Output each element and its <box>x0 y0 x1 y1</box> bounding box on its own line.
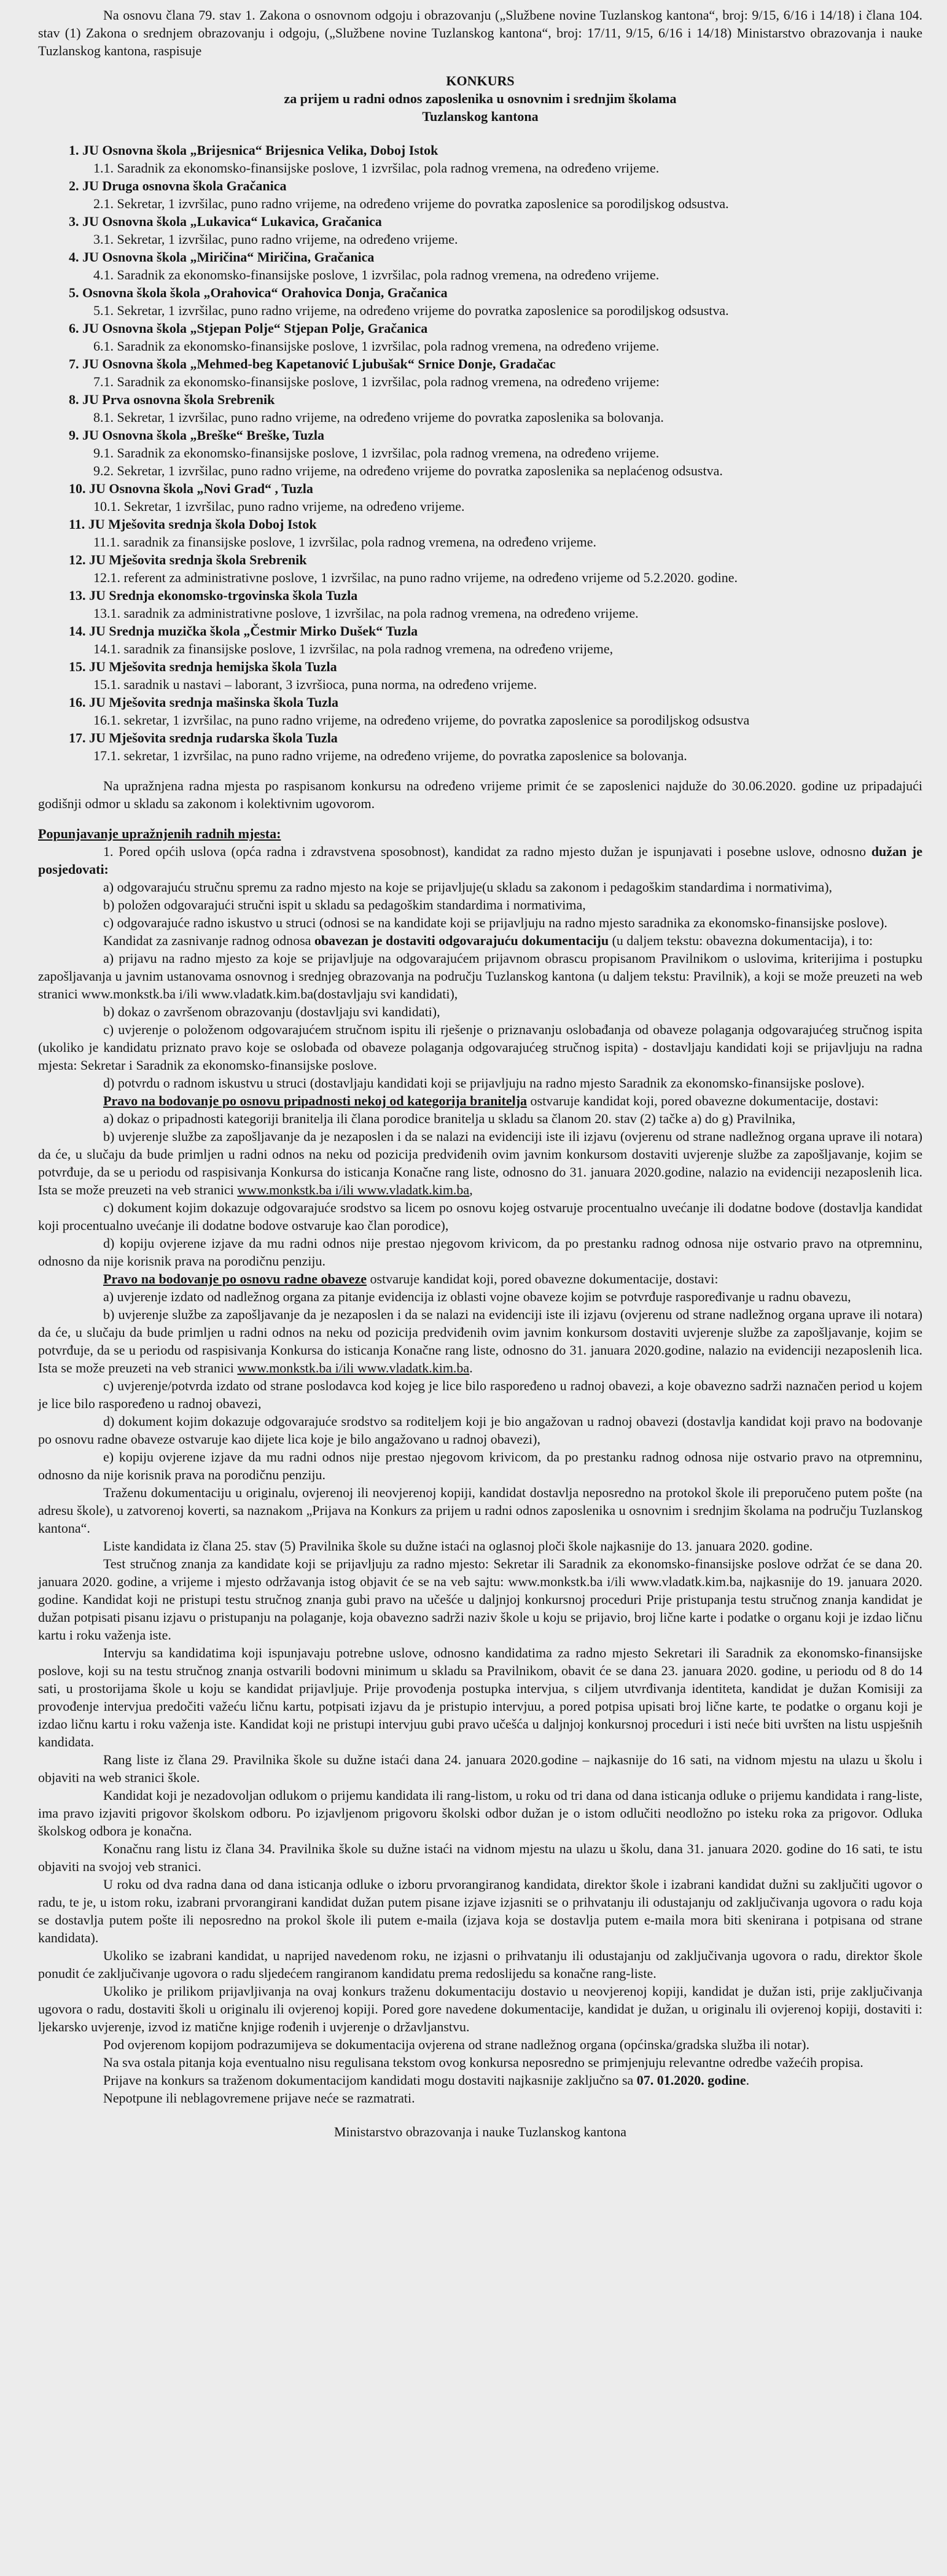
condition-b: b) položen odgovarajući stručni ispit u skladu sa pedagoškim standardima i normativima, <box>103 897 586 912</box>
school-heading: 14. JU Srednja muzička škola „Čestmir Mirko Dušek“ Tuzla <box>69 623 418 639</box>
documentation-a: a) prijavu na radno mjesto za koje se prijavljuje na odgovarajućem prijavnom obrascu propisanom Pravilnikom o uslovima, kriterijima i postupku zapošljavanja u javnim ustanovama osnovnog i srednjeg obrazovanja na području Tuzlanskog kantona (u daljem tekstu: Pravilnik), a koji se može preuzeti na web stranici www.monkstk.ba i/ili www.vladatk.kim.ba(dostavljaju svi kandidati), <box>38 951 922 1002</box>
school-position: 14.1. saradnik za finansijske poslove, 1 izvršilac, na pola radnog vremena, na određeno vrijeme, <box>93 641 614 656</box>
school-heading: 16. JU Mješovita srednja mašinska škola Tuzla <box>69 695 339 710</box>
work-duty-b-text: b) uvjerenje službe za zapošljavanje da je nezaposlen i da se nalazi na evidenciji iste ili izjavu (ovjerenu od strane nadležnog organa uprave ili notara) da će, u slučaju da bude primljen u radni odnos na neku od pozicija predviđenih ovim javnim konkursom dostaviti uvjerenje službe za zapošljavanje, kojim se potvrđuje, da se u periodu od raspisivanja Konkursa do isticanja Konačne rang liste, odnosno do 31. januara 2020.godine, nalazio na evidenciji nezaposlenih lica. Ista se može preuzeti na veb stranici <box>38 1307 922 1376</box>
school-position: 13.1. saradnik za administrativne poslove, 1 izvršilac, na pola radnog vremena, na određeno vrijeme. <box>93 605 639 621</box>
veterans-b-link[interactable]: www.monkstk.ba i/ili www.vladatk.kim.ba <box>237 1182 470 1197</box>
conditions-intro <box>38 842 922 878</box>
veterans-a: a) dokaz o pripadnosti kategoriji branitelja ili člana porodice branitelja u skladu sa članom 20. stav (2) tačke a) do g) Pravilnika, <box>103 1111 796 1126</box>
school-heading: 9. JU Osnovna škola „Breške“ Breške, Tuzla <box>69 427 325 443</box>
school-position: 17.1. sekretar, 1 izvršilac, na puno radno vrijeme, na određeno vrijeme, do povratka zaposlenice sa bolovanja. <box>93 748 687 763</box>
school-position: 5.1. Sekretar, 1 izvršilac, puno radno vrijeme, na određeno vrijeme do povratka zaposlenice sa porodiljskog odsustva. <box>93 303 729 318</box>
contract-paragraph: U roku od dva radna dana od dana isticanja odluke o izboru prvorangiranog kandidata, direktor škole i izabrani kandidat dužni su zaključiti ugovor o radu, te je, u istom roku, izabrani prvorangirani kandidat dužan putem pisane izjave izjasniti se o prihvatanju ili odustajanju od zaključivanja ugovora o radu koja se dostavlja putem pošte ili neposredno na prokol škole ili putem e-maila (izjava koja se dostavlja putem e-maila mora biti skenirana i potpisana od strane kandidata). <box>38 1877 922 1945</box>
school-position: 10.1. Sekretar, 1 izvršilac, puno radno vrijeme, na određeno vrijeme. <box>93 499 465 514</box>
school-heading: 17. JU Mješovita srednja rudarska škola Tuzla <box>69 730 338 745</box>
conditions-intro-text: 1. Pored općih uslova (opća radna i zdravstvena sposobnost), kandidat za radno mjesto dužan je ispunjavati i posebne uslove, odnosno <box>103 844 871 859</box>
veterans-c: c) dokument kojim dokazuje odgovarajuće srodstvo sa licem po osnovu kojeg ostvaruje procentualno uvećanje ili dodatne bodove (dostavlja kandidat koji procentualno uvećanje ili dodatne bodove ostvaruje kao član porodice), <box>38 1200 922 1233</box>
school-position: 9.2. Sekretar, 1 izvršilac, puno radno vrijeme, na određeno vrijeme do povratka zaposlenika sa neplaćenog odsustva. <box>93 463 723 478</box>
application-deadline-text: Prijave na konkurs sa traženom dokumentacijom kandidati mogu dostaviti najkasnije zaključno sa <box>103 2072 637 2088</box>
veterans-d: d) kopiju ovjerene izjave da mu radni odnos nije prestao njegovom krivicom, da po prestanku radnog odnosa nije ostvario pravo na otpremninu, odnosno da nije korisnik prava na porodičnu penziju. <box>38 1235 922 1269</box>
school-heading: 13. JU Srednja ekonomsko-trgovinska škola Tuzla <box>69 588 358 603</box>
document-subtitle-line1: za prijem u radni odnos zaposlenika u osnovnim i srednjim školama <box>284 91 677 106</box>
school-position: 12.1. referent za administrativne poslove, 1 izvršilac, na puno radno vrijeme, na određeno vrijeme od 5.2.2020. godine. <box>93 570 738 585</box>
work-duty-d: d) dokument kojim dokazuje odgovarajuće srodstvo sa roditeljem koji je bio angažovan u radnoj obavezi (dostavlja kandidat koji pravo na bodovanje po osnovu radne obaveze ostvaruje kao dijete lica koje je bilo angažovano u radnoj obavezi), <box>38 1414 922 1447</box>
incomplete-applications-note: Nepotpune ili neblagovremene prijave neće se razmatrati. <box>103 2090 415 2106</box>
work-duty-intro-tail: ostvaruje kandidat koji, pored obavezne dokumentacije, dostavi: <box>367 1271 719 1286</box>
application-deadline-date: 07. 01.2020. godine <box>636 2072 746 2088</box>
withdrawal-paragraph: Ukoliko se izabrani kandidat, u naprijed navedenom roku, ne izjasni o prihvatanju ili odustajanju od zaključivanja ugovora o radu, direktor škole ponudit će zaključivanje ugovora o radu sljedećem rangiranom kandidatu prema redoslijedu sa konačne rang-liste. <box>38 1948 922 1981</box>
veterans-intro-tail: ostvaruje kandidat koji, pored obavezne dokumentacije, dostavi: <box>527 1093 879 1108</box>
work-duty-heading: Pravo na bodovanje po osnovu radne obaveze <box>103 1271 367 1286</box>
school-heading: 15. JU Mješovita srednja hemijska škola Tuzla <box>69 659 337 674</box>
school-heading: 8. JU Prva osnovna škola Srebrenik <box>69 392 275 407</box>
intro-paragraph: Na osnovu člana 79. stav 1. Zakona o osnovnom odgoju i obrazovanju („Službene novine Tuzlanskog kantona“, broj: 9/15, 6/16 i 14/18) i člana 104. stav (1) Zakona o srednjem obrazovanju i odgoju, („Službene novine Tuzlanskog kantona“, broj: 17/11, 9/15, 6/16 i 14/18) Ministarstvo obrazovanja i nauke Tuzlanskog kantona, raspisuje <box>38 7 922 58</box>
work-duty-b-end: . <box>469 1360 473 1376</box>
rank-list-paragraph: Rang liste iz člana 29. Pravilnika škole su dužne istaći dana 24. januara 2020.godine – najkasnije do 16 sati, na vidnom mjestu na ulazu u školu i objaviti na web stranici škole. <box>38 1752 922 1785</box>
other-questions-paragraph: Na sva ostala pitanja koja eventualno nisu regulisana tekstom ovog konkursa neposredno se primjenjuju relevantne odredbe važećih propisa. <box>103 2055 863 2070</box>
copies-paragraph: Ukoliko je prilikom prijavljivanja na ovaj konkurs traženu dokumentaciju dostavio u neovjerenoj kopiji, kandidat je dužan isti, prije zaključivanja ugovora o radu, dostaviti školi u originalu ili ovjerenoj kopiji. Pored gore navedene dokumentacije, kandidat je dužan, u originalu ili ovjerenoj kopiji, dostaviti i: ljekarsko uvjerenje, izvod iz matične knjige rođenih i uvjerenje o državljanstvu. <box>38 1983 922 2034</box>
documentation-intro-bold: obavezan je dostaviti odgovarajuću dokumentaciju <box>314 933 609 948</box>
appeal-paragraph: Kandidat koji je nezadovoljan odlukom o prijemu kandidata ili rang-listom, u roku od tri dana od dana isticanja odluke o prijemu kandidata i rang-liste, ima pravo izjaviti prigovor školskom odboru. Po izjavljenom prigovoru školski odbor dužan je o istom odlučiti neodložno po isteku roka za prigovor. Odluka školskog odbora je konačna. <box>38 1788 922 1839</box>
application-deadline-paragraph <box>38 2071 922 2089</box>
school-position: 6.1. Saradnik za ekonomsko-finansijske poslove, 1 izvršilac, pola radnog vremena, na određeno vrijeme. <box>93 338 660 354</box>
section-heading: Popunjavanje upražnjenih radnih mjesta: <box>38 826 281 841</box>
document-title: KONKURS <box>446 73 515 88</box>
condition-c: c) odgovarajuće radno iskustvo u struci (odnosi se na kandidate koji se prijavljuju na radno mjesto saradnika za ekonomsko-finansijske poslove). <box>103 915 887 930</box>
school-position: 8.1. Sekretar, 1 izvršilac, puno radno vrijeme, na određeno vrijeme do povratka zaposlenika sa bolovanja. <box>93 410 664 425</box>
school-heading: 3. JU Osnovna škola „Lukavica“ Lukavica, Gračanica <box>69 214 382 229</box>
work-duty-c: c) uvjerenje/potvrda izdato od strane poslodavca kod kojeg je lice bilo raspoređeno u radnoj obavezi, a koje obavezno sadrži naznačen period u kojem je lice bilo raspoređeno u radnoj obavezi, <box>38 1378 922 1411</box>
work-duty-e: e) kopiju ovjerene izjave da mu radni odnos nije prestao njegovom krivicom, da po prestanku radnog odnosa nije ostvario pravo na otpremninu, odnosno da nije korisnik prava na porodičnu penziju. <box>38 1449 922 1482</box>
application-deadline-end: . <box>746 2072 750 2088</box>
documentation-intro-tail: (u daljem tekstu: obavezna dokumentacija), i to: <box>609 933 873 948</box>
veterans-b-text: b) uvjerenje službe za zapošljavanje da je nezaposlen i da se nalazi na evidenciji iste ili izjavu (ovjerenu od strane nadležnog organa uprave ili notara) da će, u slučaju da bude primljen u radni odnos na neku od pozicija predviđenih ovim javnim konkursom dostaviti uvjerenje službe za zapošljavanje, kojim se potvrđuje, da se u periodu od raspisivanja Konkursa do isticanja Konačne rang liste, odnosno do 31. januara 2020.godine, nalazio na evidenciji nezaposlenih lica. Ista se može preuzeti na veb stranici <box>38 1129 922 1197</box>
final-rank-list-paragraph: Konačnu rang listu iz člana 34. Pravilnika škole su dužne istaći na vidnom mjestu na ulazu u školu, dana 31. januara 2020. godine do 16 sati, te istu objaviti na svojoj veb stranici. <box>38 1841 922 1874</box>
work-duty-intro <box>38 1270 922 1288</box>
work-duty-b-link[interactable]: www.monkstk.ba i/ili www.vladatk.kim.ba <box>237 1360 470 1376</box>
school-heading: 7. JU Osnovna škola „Mehmed-beg Kapetanović Ljubušak“ Srnice Donje, Gradačac <box>69 356 556 372</box>
school-heading: 12. JU Mješovita srednja škola Srebrenik <box>69 552 307 567</box>
school-heading: 4. JU Osnovna škola „Miričina“ Miričina, Gračanica <box>69 249 375 265</box>
footer-ministry: Ministarstvo obrazovanja i nauke Tuzlanskog kantona <box>334 2124 626 2139</box>
school-position: 11.1. saradnik za finansijske poslove, 1 izvršilac, pola radnog vremena, na određeno vrijeme. <box>93 534 597 550</box>
test-paragraph: Test stručnog znanja za kandidate koji se prijavljuju za radno mjesto: Sekretar ili Saradnik za ekonomsko-finansijske poslove održat će se dana 20. januara 2020. godine, a vrijeme i mjesto održavanja istog objavit će se na veb sajtu: www.monkstk.ba i/ili www.vladatk.kim.ba, najkasnije do 19. januara 2020. godine. Kandidat koji ne pristupi testu stručnog znanja gubi pravo na učešće u daljnjoj konkursnoj proceduri Prije pristupanja testu stručnog znanja kandidat je dužan potpisati pisanu izjavu o pristupanju na polaganje, koja obavezno sadrži naziv škole u koju se prijavio, broj lične karte i podatke o organu koji je izdao ličnu kartu i roku važenja iste. <box>38 1556 922 1643</box>
documentation-d: d) potvrdu o radnom iskustvu u struci (dostavljaju kandidati koji se prijavljuju na radno mjesto Saradnik za ekonomsko-finansijske poslove). <box>103 1075 865 1091</box>
work-duty-b <box>38 1306 922 1377</box>
school-position: 15.1. saradnik u nastavi – laborant, 3 izvršioca, puna norma, na određeno vrijeme. <box>93 677 537 692</box>
school-position: 3.1. Sekretar, 1 izvršilac, puno radno vrijeme, na određeno vrijeme. <box>93 232 458 247</box>
conditions-intro-bold: dužan je posjedovati: <box>38 844 922 877</box>
school-position: 7.1. Saradnik za ekonomsko-finansijske poslove, 1 izvršilac, pola radnog vremena, na određeno vrijeme: <box>93 374 660 389</box>
documentation-intro-text: Kandidat za zasnivanje radnog odnosa <box>103 933 314 948</box>
interview-paragraph: Intervju sa kandidatima koji ispunjavaju potrebne uslove, odnosno kandidatima za radno mjesto Sekretari ili Saradnik za ekonomsko-finansijske poslove, koji su na testu stručnog znanja ostvarili bodovni minimum u skladu sa Pravilnikom, obavit će se dana 23. januara 2020. godine, u periodu od 8 do 14 sati, u prostorijama škole u koju se kandidat prijavljuje. Prije provođenja postupka intervjua, s ciljem utvrđivanja identiteta, kandidat je dužan Komisiji za provođenje intervjua predočiti važeću ličnu kartu, potpisati izjavu da je pristupio intervjuu, a pored potpisa upisati broj lične karte, te podatke o organu koji je izdao ličnu kartu i roku važenja iste. Kandidat koji ne pristupi intervjuu gubi pravo učešća u daljnjoj konkursnoj proceduri i isti neće biti uvršten na listu uspješnih kandidata. <box>38 1645 922 1749</box>
school-heading: 5. Osnovna škola škola „Orahovica“ Orahovica Donja, Gračanica <box>69 285 448 300</box>
school-position: 2.1. Sekretar, 1 izvršilac, puno radno vrijeme, na određeno vrijeme do povratka zaposlenice sa porodiljskog odsustva. <box>93 196 729 211</box>
veterans-heading: Pravo na bodovanje po osnovu pripadnosti nekoj od kategorija branitelja <box>103 1093 528 1108</box>
school-position: 16.1. sekretar, 1 izvršilac, na puno radno vrijeme, na određeno vrijeme, do povratka zaposlenice sa porodiljskog odsustva <box>93 712 750 728</box>
veterans-b <box>38 1127 922 1199</box>
veterans-intro <box>38 1092 922 1110</box>
veterans-b-end: , <box>469 1182 473 1197</box>
document-subtitle-line2: Tuzlanskog kantona <box>422 109 539 124</box>
school-position: 1.1. Saradnik za ekonomsko-finansijske poslove, 1 izvršilac, pola radnog vremena, na određeno vrijeme. <box>93 160 660 176</box>
school-position: 9.1. Saradnik za ekonomsko-finansijske poslove, 1 izvršilac, pola radnog vremena, na određeno vrijeme. <box>93 445 660 461</box>
documentation-c: c) uvjerenje o položenom odgovarajućem stručnom ispitu ili rješenje o priznavanju oslobađanja od obaveze polaganja odgovarajućeg stručnog ispita (ukoliko je kandidatu priznato pravo koje se oslobađa od obaveze polaganja odgovarajućeg stručnog ispita) - dostavljaju kandidati koji se prijavljuju na radna mjesta: Sekretar i Saradnik za ekonomsko-finansijske poslove. <box>38 1022 922 1073</box>
condition-a: a) odgovarajuću stručnu spremu za radno mjesto na koje se prijavljuje(u skladu sa zakonom i pedagoškim standardima i normativima), <box>103 879 833 895</box>
submission-paragraph: Traženu dokumentaciju u originalu, ovjerenoj ili neovjerenoj kopiji, kandidat dostavlja neposredno na protokol škole ili preporučeno putem pošte (na adresu škole), u zatvorenoj koverti, sa naznakom „Prijava na Konkurs za prijem u radni odnos zaposlenika u osnovnim i srednjim školama na području Tuzlanskog kantona“. <box>38 1485 922 1536</box>
deadline-paragraph: Na upražnjena radna mjesta po raspisanom konkursu na određeno vrijeme primit će se zaposlenici najduže do 30.06.2020. godine uz pripadajući godišnji odmor u skladu sa zakonom i kolektivnim ugovorom. <box>38 778 922 811</box>
school-heading: 2. JU Druga osnovna škola Gračanica <box>69 178 287 193</box>
school-heading: 6. JU Osnovna škola „Stjepan Polje“ Stjepan Polje, Gračanica <box>69 321 428 336</box>
document-body <box>38 6 922 2141</box>
documentation-intro <box>38 932 922 949</box>
work-duty-a: a) uvjerenje izdato od nadležnog organa za pitanje evidencija iz oblasti vojne obaveze kojim se potvrđuje raspoređivanje u radnu obavezu, <box>103 1289 851 1304</box>
school-position: 4.1. Saradnik za ekonomsko-finansijske poslove, 1 izvršilac, pola radnog vremena, na određeno vrijeme. <box>93 267 660 282</box>
school-heading: 11. JU Mješovita srednja škola Doboj Istok <box>69 516 317 532</box>
certified-copy-paragraph: Pod ovjerenom kopijom podrazumijeva se dokumentacija ovjerena od strane nadležnog organa (općinska/gradska služba ili notar). <box>103 2037 809 2052</box>
school-heading: 1. JU Osnovna škola „Brijesnica“ Brijesnica Velika, Doboj Istok <box>69 142 438 158</box>
school-list <box>38 141 922 765</box>
documentation-b: b) dokaz o završenom obrazovanju (dostavljaju svi kandidati), <box>103 1004 440 1019</box>
candidate-lists-paragraph: Liste kandidata iz člana 25. stav (5) Pravilnika škole su dužne istaći na oglasnoj ploči škole najkasnije do 13. januara 2020. godine. <box>103 1538 813 1554</box>
school-heading: 10. JU Osnovna škola „Novi Grad“ , Tuzla <box>69 481 313 496</box>
